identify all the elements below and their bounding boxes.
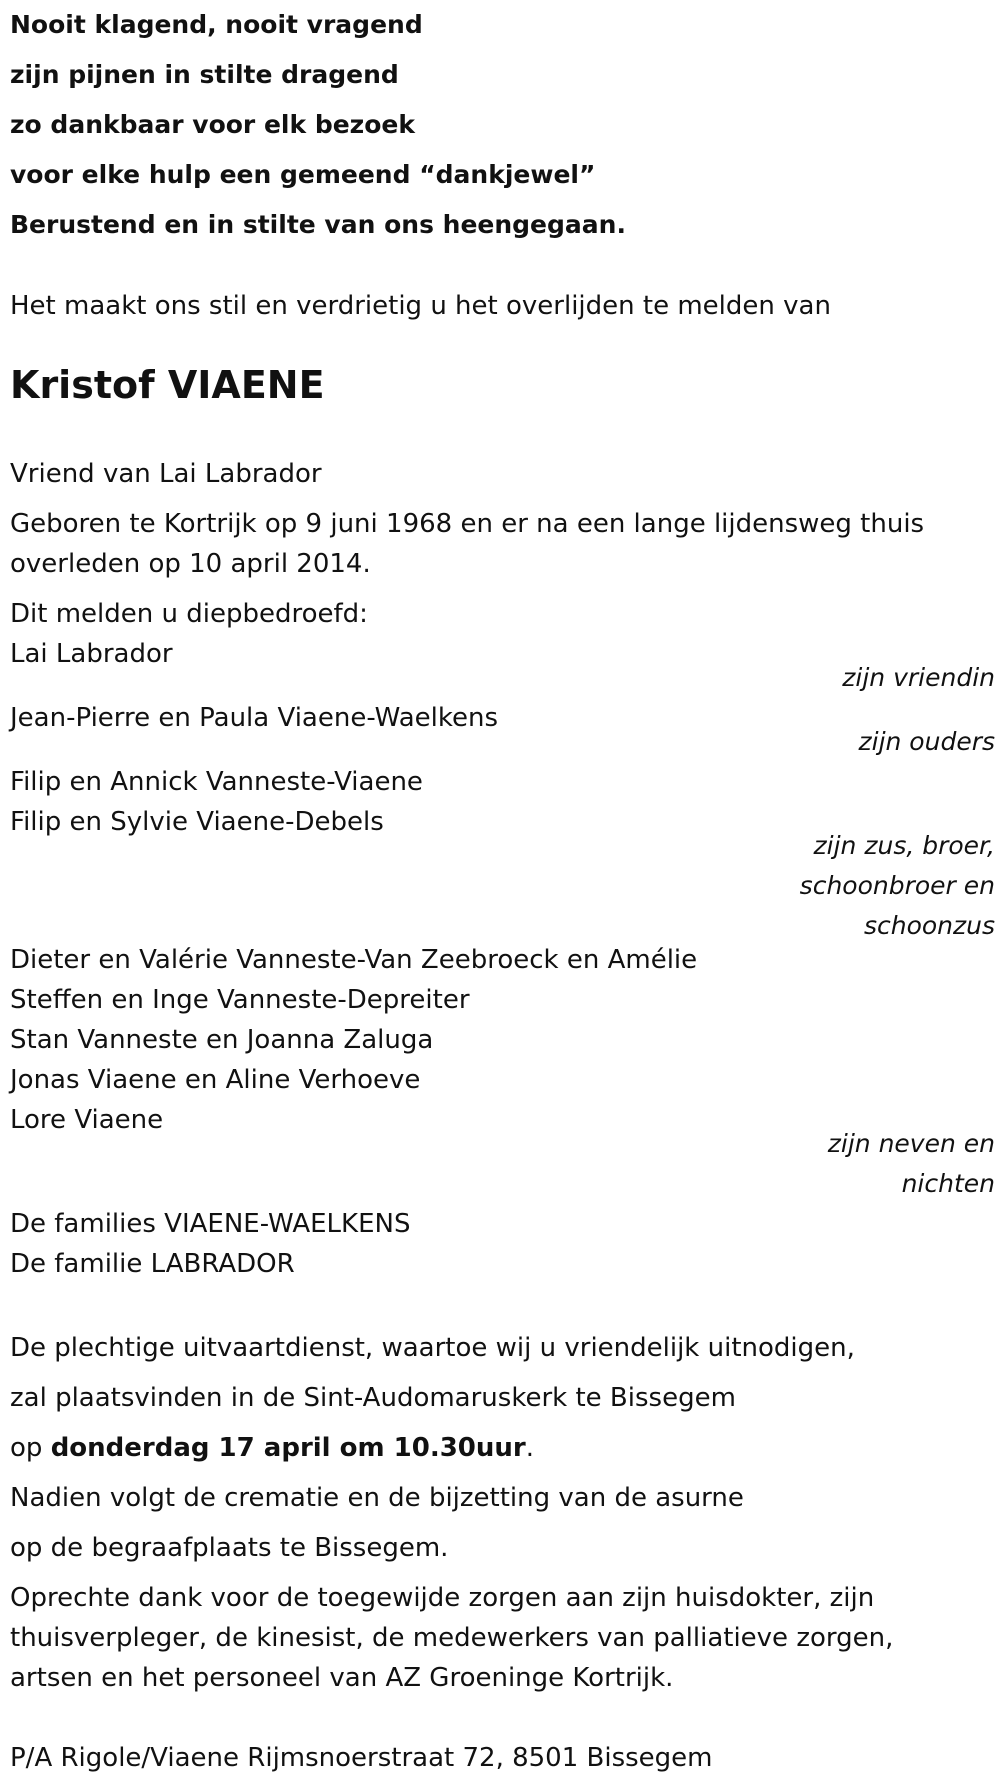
service-line: op de begraafplaats te Bissegem. bbox=[10, 1533, 449, 1563]
mourner-sibling: Filip en Annick Vanneste-Viaene bbox=[10, 767, 423, 797]
mourner-nephew: Jonas Viaene en Aline Verhoeve bbox=[10, 1065, 421, 1095]
relation-partner: zijn vriendin bbox=[842, 663, 995, 692]
service-date-line: op donderdag 17 april om 10.30uur. bbox=[10, 1433, 534, 1463]
poem-line: voor elke hulp een gemeend “dankjewel” bbox=[10, 160, 596, 189]
mourner-family: De families VIAENE-WAELKENS bbox=[10, 1209, 411, 1239]
mourner-sibling: Filip en Sylvie Viaene-Debels bbox=[10, 807, 384, 837]
mourners-intro: Dit melden u diepbedroefd: bbox=[10, 599, 368, 629]
service-date: donderdag 17 april om 10.30uur bbox=[50, 1433, 526, 1463]
thanks-line: Oprechte dank voor de toegewijde zorgen aan zijn huisdokter, zijn bbox=[10, 1583, 875, 1613]
poem-line: zo dankbaar voor elk bezoek bbox=[10, 110, 415, 139]
service-line: zal plaatsvinden in de Sint-Audomaruskerk te Bissegem bbox=[10, 1383, 736, 1413]
relation-parents: zijn ouders bbox=[858, 727, 995, 756]
poem-line: zijn pijnen in stilte dragend bbox=[10, 60, 399, 89]
mourner-family: De familie LABRADOR bbox=[10, 1249, 295, 1279]
deceased-name: Kristof VIAENE bbox=[10, 363, 325, 407]
contact-address: P/A Rigole/Viaene Rijmsnoerstraat 72, 8501 Bissegem bbox=[10, 1743, 713, 1773]
friend-of: Vriend van Lai Labrador bbox=[10, 459, 322, 489]
service-line: De plechtige uitvaartdienst, waartoe wij u vriendelijk uitnodigen, bbox=[10, 1333, 855, 1363]
mourner-nephew: Lore Viaene bbox=[10, 1105, 164, 1135]
mourner-parents: Jean-Pierre en Paula Viaene-Waelkens bbox=[10, 703, 498, 733]
mourner-partner: Lai Labrador bbox=[10, 639, 173, 669]
birth-death-line: overleden op 10 april 2014. bbox=[10, 549, 371, 579]
mourner-nephew: Dieter en Valérie Vanneste-Van Zeebroeck en Amélie bbox=[10, 945, 698, 975]
thanks-line: artsen en het personeel van AZ Groeninge Kortrijk. bbox=[10, 1663, 674, 1693]
mourner-nephew: Steffen en Inge Vanneste-Depreiter bbox=[10, 985, 470, 1015]
thanks-line: thuisverpleger, de kinesist, de medewerkers van palliatieve zorgen, bbox=[10, 1623, 894, 1653]
poem-line: Nooit klagend, nooit vragend bbox=[10, 10, 423, 39]
poem-line: Berustend en in stilte van ons heengegaan. bbox=[10, 210, 626, 239]
birth-death-line: Geboren te Kortrijk op 9 juni 1968 en er na een lange lijdensweg thuis bbox=[10, 509, 925, 539]
intro-text: Het maakt ons stil en verdrietig u het overlijden te melden van bbox=[10, 291, 831, 321]
mourner-nephew: Stan Vanneste en Joanna Zaluga bbox=[10, 1025, 434, 1055]
relation-nephews: zijn neven en nichten bbox=[827, 1129, 995, 1198]
service-line: Nadien volgt de crematie en de bijzetting van de asurne bbox=[10, 1483, 744, 1513]
relation-siblings: zijn zus, broer, schoonbroer en schoonzus bbox=[799, 831, 995, 940]
